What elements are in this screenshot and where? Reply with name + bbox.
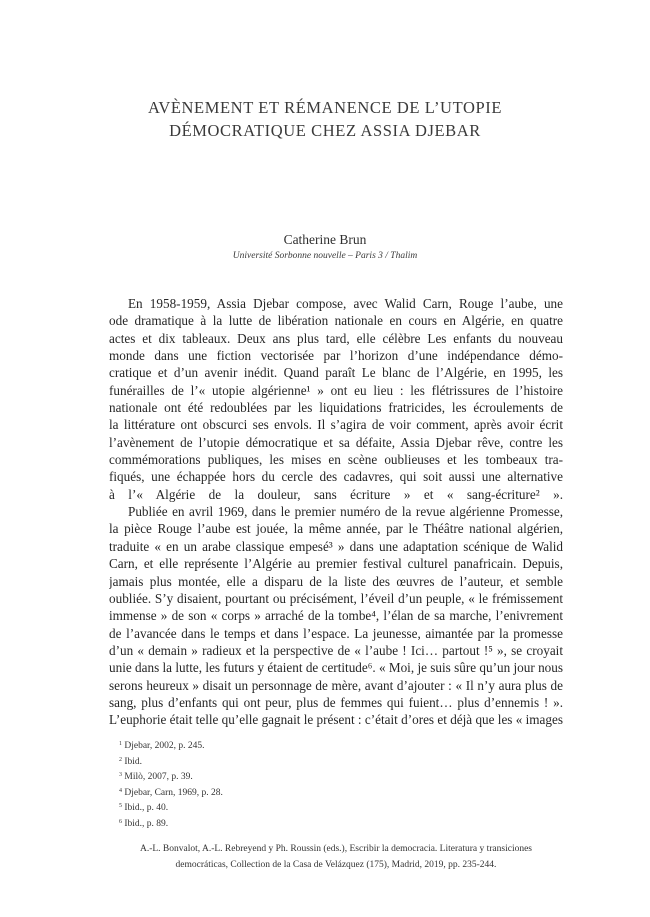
- footnote-number: 2: [119, 756, 122, 763]
- body-line: de l’avancée dans le temps et dans l’espace. La jeunesse, aimantée par la promesse: [109, 625, 563, 641]
- footnote-text: Djebar, Carn, 1969, p. 28.: [124, 787, 223, 798]
- body-line: L’euphorie était telle qu’elle gagnait le présent : c’était d’ores et déjà que les « images: [109, 712, 563, 728]
- footnotes: [119, 739, 539, 832]
- citation-line-2: democráticas, Collection de la Casa de Velázquez (175), Madrid, 2019, pp. 235-244.: [175, 860, 497, 870]
- footnote-text: Milò, 2007, p. 39.: [124, 772, 193, 782]
- body-line: funérailles de l’« utopie algérienne¹ » ont eu lieu : les flétrissures de l’histoire: [109, 382, 563, 398]
- chapter-title-line-1: AVÈNEMENT ET RÉMANENCE DE L’UTOPIE: [147, 98, 503, 117]
- footnote-number: 6: [119, 818, 122, 825]
- footnote: [119, 817, 539, 833]
- body-line: nationale ont été redoublées par les liquidations fratricides, les écroulements de: [109, 400, 563, 416]
- body-line: d’un « demain » radieux et la perspective de « l’aube ! Ici… partout !⁵ », se croyait: [109, 642, 563, 658]
- body-line: serons heureux » disait un personnage de mère, avant d’ajouter : « Il n’y aura plus de: [109, 677, 563, 693]
- citation-footer: [109, 841, 563, 873]
- footnote-text: Ibid.: [124, 756, 143, 767]
- body-line: fiqués, une échappée hors du cercle des cadavres, qui soit aussi une alternative: [109, 469, 563, 485]
- citation-line-1: A.-L. Bonvalot, A.-L. Rebreyend y Ph. Roussin (eds.), Escribir la democracia. Literatura y transiciones: [139, 844, 533, 854]
- body-line: à l’« Algérie de la douleur, sans écriture » et « sang-écriture² ».: [109, 486, 563, 502]
- body-line: la littérature ont obscurci ses envols. Il s’agira de voir comment, après avoir écrit: [109, 417, 563, 433]
- footnote: [119, 739, 539, 755]
- author-name: Catherine Brun: [283, 232, 367, 247]
- body-line: jamais plus montée, elle a disparu de la liste des œuvres de l’auteur, et semble: [109, 573, 563, 589]
- footnote-number: 5: [119, 803, 122, 809]
- body-line: unie dans la lutte, les futurs y étaient de certitude⁶. « Moi, je suis sûre qu’un jour nous: [109, 660, 563, 676]
- author-affiliation: Université Sorbonne nouvelle – Paris 3 / Thalim: [232, 251, 418, 261]
- footnote-text: Djebar, 2002, p. 245.: [124, 741, 205, 751]
- footnote-text: Ibid., p. 40.: [124, 803, 169, 813]
- footnote-text: Ibid., p. 89.: [124, 818, 169, 829]
- body-line: commémorations publiques, les mises en scène oublieuses et les tombeaux tra-: [109, 452, 563, 468]
- footnote-number: 4: [119, 787, 122, 794]
- body-line: cratique et d’un avenir inédit. Quand paraît Le blanc de l’Algérie, en 1995, les: [109, 365, 563, 381]
- body-text: [109, 295, 563, 729]
- body-line: actes et dix tableaux. Deux ans plus tard, elle célèbre Les enfants du nouveau: [109, 330, 563, 346]
- body-line: oubliée. S’y disaient, pourtant ou précisément, l’éveil d’un peuple, « le frémissement: [109, 590, 563, 606]
- chapter-title-line-2: DÉMOCRATIQUE CHEZ ASSIA DJEBAR: [169, 121, 481, 140]
- body-line: sang, plus d’enfants qui ont peur, plus de femmes qui fuient… plus d’ennemis ! ».: [109, 694, 563, 710]
- body-line: immense » de son « corps » arraché de la tombe⁴, l’élan de sa marche, l’enivrement: [109, 608, 563, 624]
- footnote: [119, 755, 539, 771]
- footnote-number: 3: [119, 772, 122, 778]
- footnote: [119, 801, 539, 817]
- footnote: [119, 770, 539, 786]
- chapter-title: [0, 96, 650, 142]
- body-line: la pièce Rouge l’aube est jouée, la même année, par le Théâtre national algérien,: [109, 521, 563, 537]
- body-line: traduite « en un arabe classique empesé³ » dans une adaptation scénique de Walid: [109, 538, 563, 554]
- body-line: En 1958-1959, Assia Djebar compose, avec Walid Carn, Rouge l’aube, une: [128, 296, 563, 311]
- body-line: Publiée en avril 1969, dans le premier numéro de la revue algérienne Promesse,: [128, 504, 563, 520]
- footnote: [119, 786, 539, 802]
- body-line: monde dans une fiction vectorisée par l’horizon d’une indépendance démo-: [109, 348, 563, 364]
- body-line: Carn, et elle représente l’Algérie au premier festival culturel panafricain. Depuis,: [109, 556, 563, 572]
- body-line: ode dramatique à la lutte de libération nationale en cours en Algérie, en quatre: [109, 313, 563, 329]
- body-line: l’avènement de l’utopie démocratique et sa défaite, Assia Djebar rêve, contre les: [109, 434, 563, 450]
- footnote-number: 1: [119, 741, 122, 747]
